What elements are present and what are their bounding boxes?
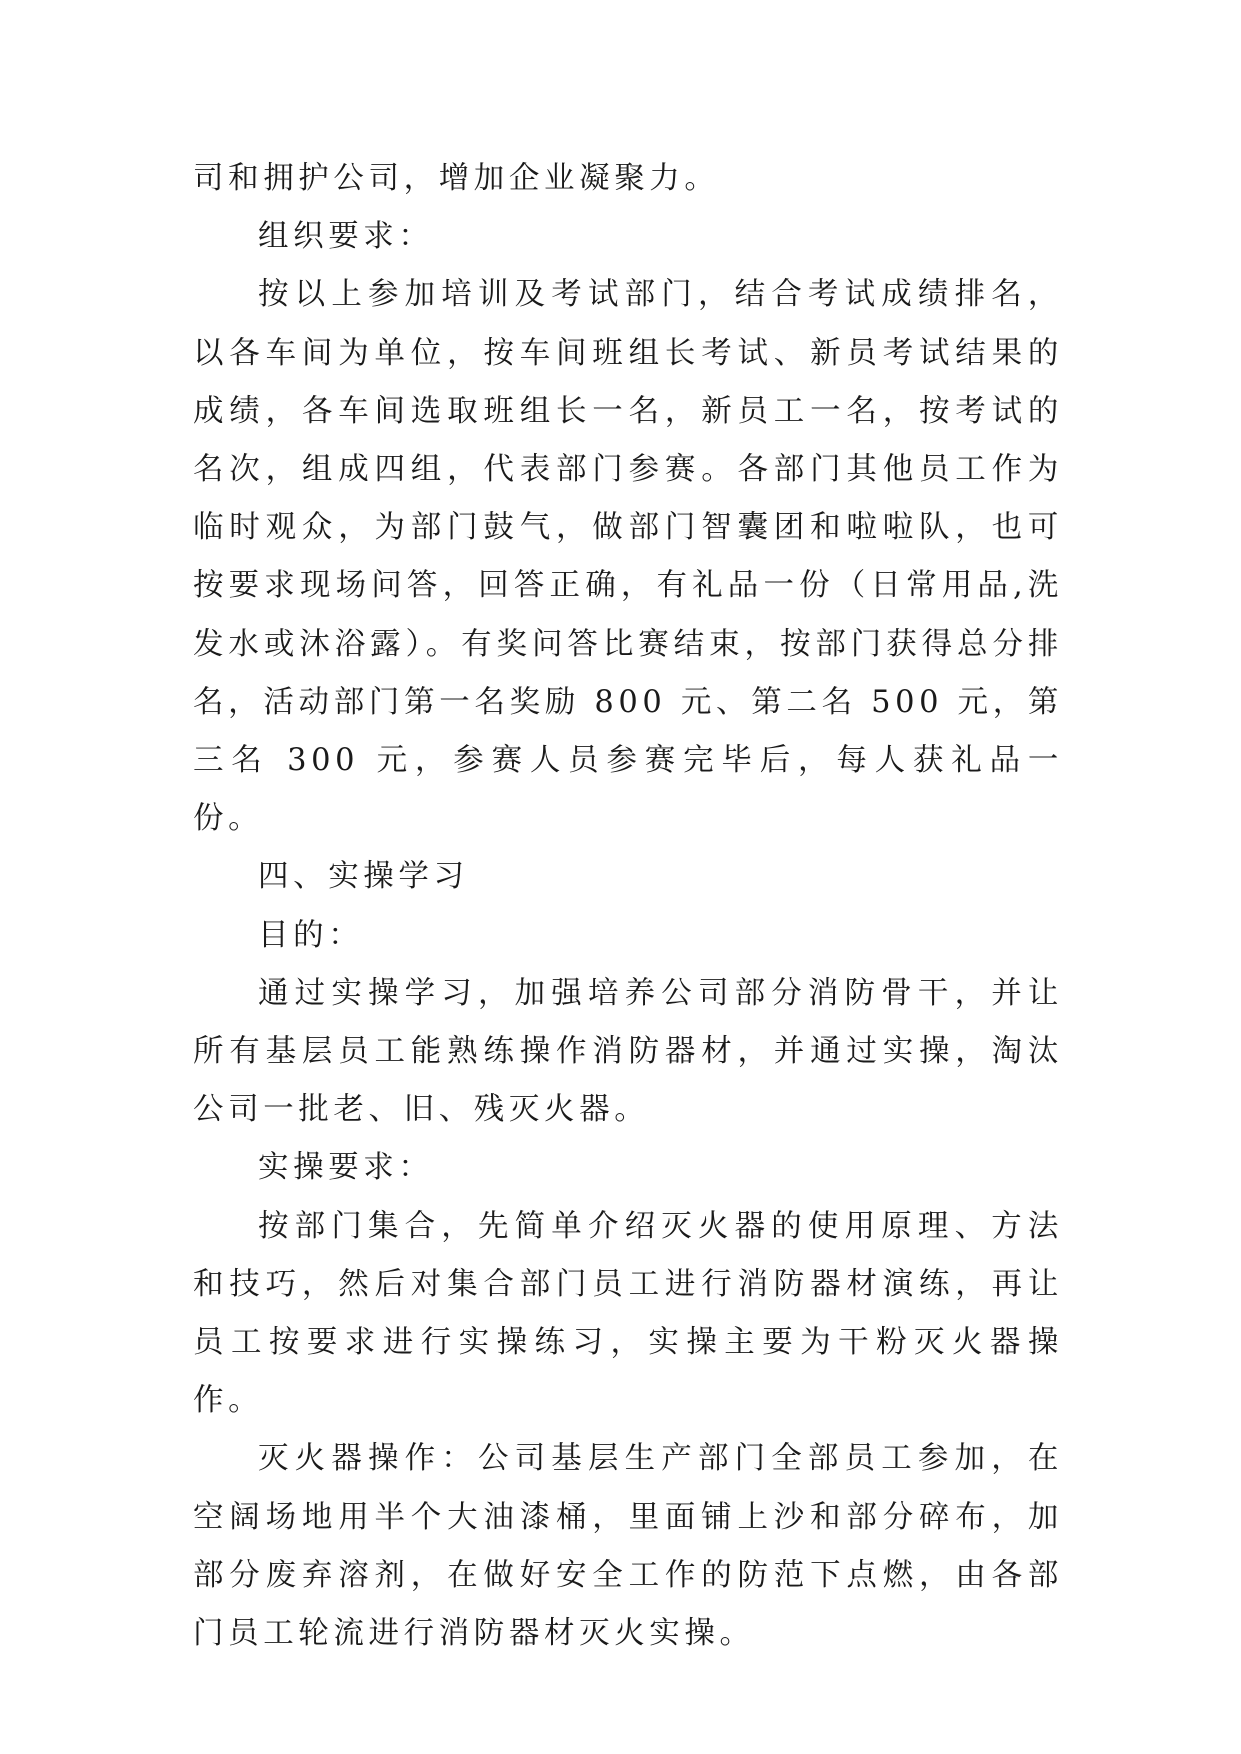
paragraph-extinguisher-operation: 灭火器操作：公司基层生产部门全部员工参加，在空阔场地用半个大油漆桶，里面铺上沙和部分碎布，加部分废弃溶剂，在做好安全工作的防范下点燃，由各部门员工轮流进行消防器材灭火实操。: [193, 1441, 1063, 1652]
paragraph-continuation: 司和拥护公司，增加企业凝聚力。: [193, 161, 720, 196]
heading-organization-requirements: 组织要求：: [258, 219, 434, 255]
heading-practical-requirements: 实操要求：: [258, 1150, 434, 1186]
section-heading-practical-learning: 四、实操学习: [258, 859, 469, 895]
document-body: [193, 150, 1063, 1663]
paragraph-purpose: 通过实操学习，加强培养公司部分消防骨干，并让所有基层员工能熟练操作消防器材，并通过实操，淘汰公司一批老、旧、残灭火器。: [193, 975, 1063, 1128]
paragraph-organization-details: 按以上参加培训及考试部门，结合考试成绩排名，以各车间为单位，按车间班组长考试、新员考试结果的成绩，各车间选取班组长一名，新员工一名，按考试的名次，组成四组，代表部门参赛。各部门其他员工作为临时观众，为部门鼓气，做部门智囊团和啦啦队，也可按要求现场问答，回答正确，有礼品一份（日常用品,洗发水或沐浴露）。有奖问答比赛结束，按部门获得总分排名，活动部门第一名奖励 800 元、第二名 500 元，第三名 300 元，参赛人员参赛完毕后，每人获礼品一份。: [193, 277, 1063, 837]
paragraph-practical-requirements: 按部门集合，先简单介绍灭火器的使用原理、方法和技巧，然后对集合部门员工进行消防器材演练，再让员工按要求进行实操练习，实操主要为干粉灭火器操作。: [193, 1208, 1063, 1419]
heading-purpose: 目的：: [258, 917, 364, 953]
